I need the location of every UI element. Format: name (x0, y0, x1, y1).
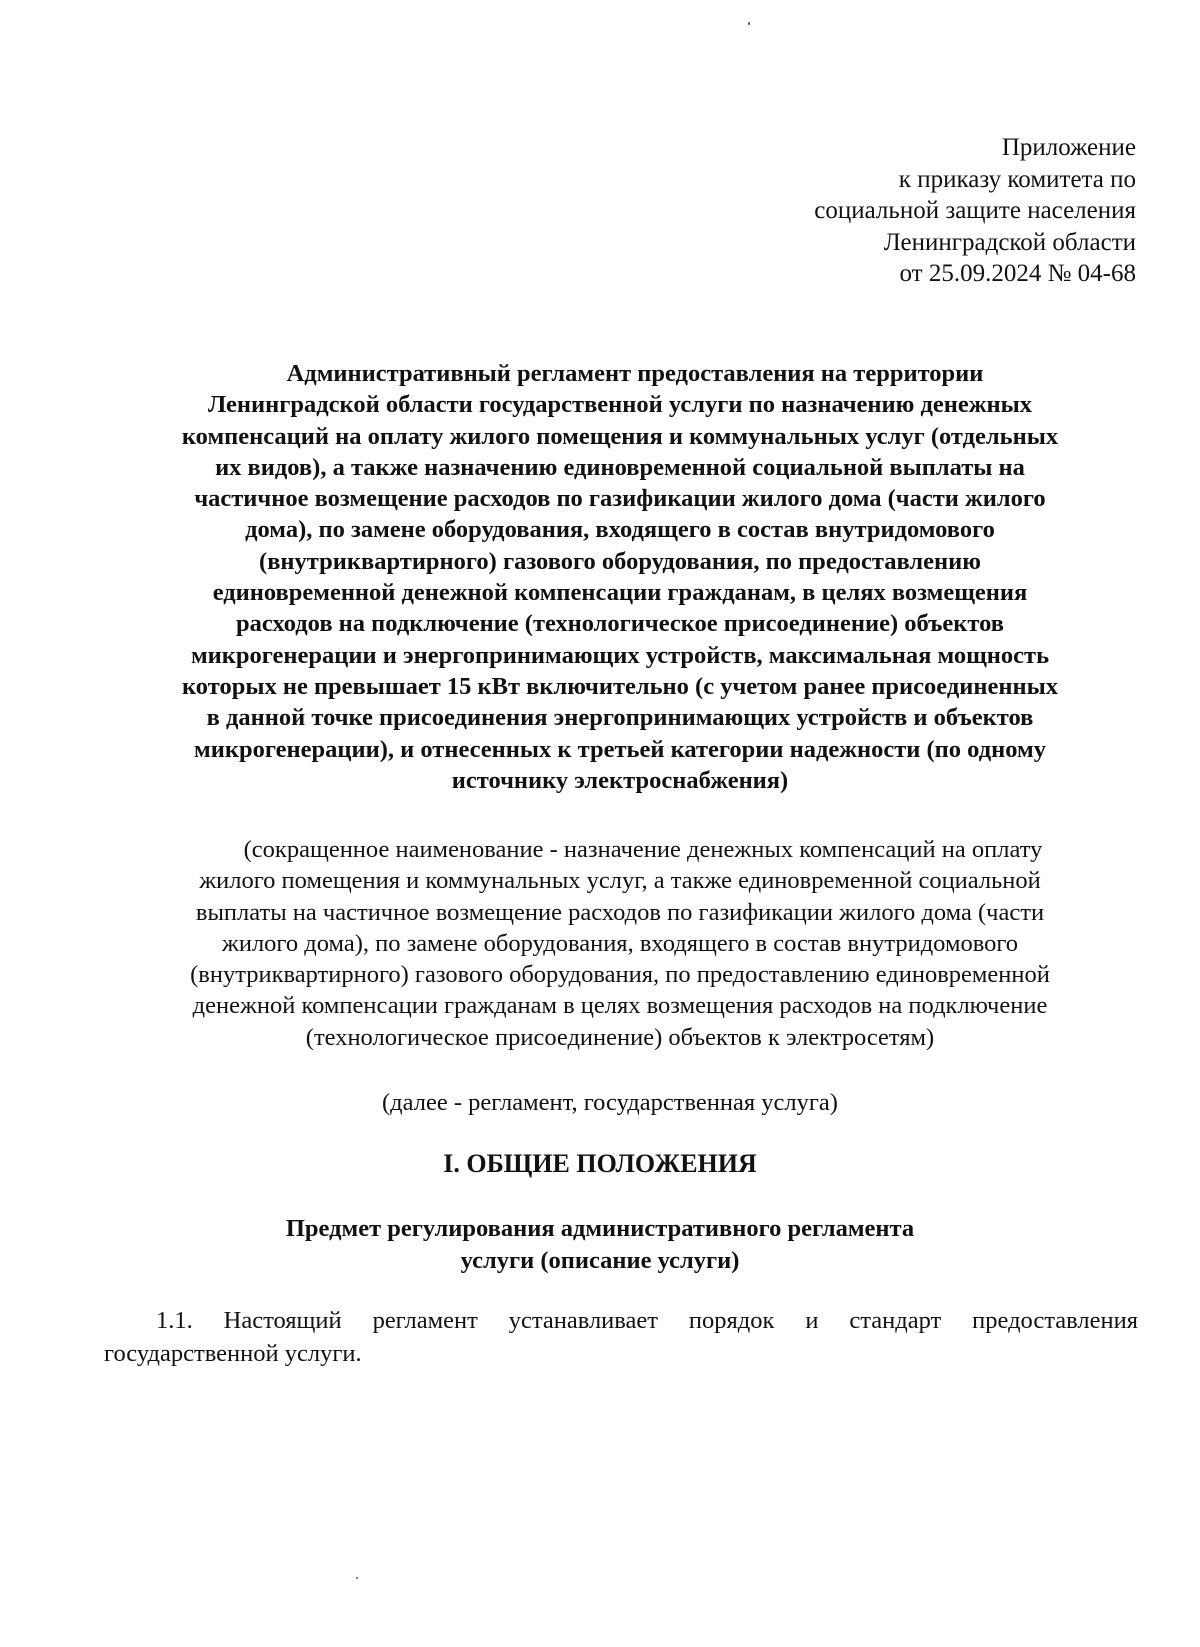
title-line: расходов на подключение (технологическое присоединение) объектов (236, 610, 1004, 638)
paragraph-word: и (805, 1307, 819, 1334)
title-line: компенсаций на оплату жилого помещения и коммунальных услуг (отдельных (181, 422, 1059, 450)
short-name-line: (технологическое присоединение) объектов к электросетям) (305, 1023, 935, 1051)
subsection-heading (0, 1213, 1200, 1277)
section-heading: I. ОБЩИЕ ПОЛОЖЕНИЯ (443, 1149, 757, 1178)
appendix-line: Ленинградской области (883, 228, 1136, 256)
paragraph-word: устанавливает (508, 1307, 658, 1334)
title-line: Ленинградской области государственной услуги по назначению денежных (207, 391, 1033, 419)
paragraph-word: регламент (372, 1307, 478, 1334)
paragraph-line: государственной услуги. (104, 1340, 362, 1367)
short-name-line: денежной компенсации гражданам в целях возмещения расходов на подключение (192, 992, 1048, 1020)
appendix-line: от 25.09.2024 № 04-68 (899, 260, 1136, 287)
short-name-line: жилого помещения и коммунальных услуг, а также единовременной социальной (199, 867, 1041, 895)
subsection-heading-line: Предмет регулирования административного регламента (285, 1215, 915, 1242)
document-title (104, 358, 1136, 796)
title-line: Административный регламент предоставления на территории (286, 360, 984, 387)
subsection-heading-line: услуги (описание услуги) (460, 1247, 740, 1274)
paragraph-word: порядок (688, 1307, 775, 1334)
appendix-line: к приказу комитета по (898, 165, 1136, 193)
appendix-line: социальной защите населения (814, 197, 1136, 224)
title-line: которых не превышает 15 кВт включительно (с учетом ранее присоединенных (182, 672, 1058, 700)
paragraph-word: стандарт (849, 1307, 942, 1334)
title-line: микрогенерации), и отнесенных к третьей категории надежности (по одному (194, 735, 1046, 763)
short-name-block (104, 834, 1136, 1053)
title-line: микрогенерации и энергопринимающих устройств, максимальная мощность (190, 641, 1050, 669)
title-line: частичное возмещение расходов по газификации жилого дома (части жилого (194, 485, 1046, 513)
short-name-line: (сокращенное наименование - назначение денежных компенсаций на оплату (243, 836, 1043, 863)
scan-speck (748, 22, 750, 25)
short-name-line: выплаты на частичное возмещение расходов по газификации жилого дома (части (195, 898, 1045, 926)
paragraph-word: Настоящий (223, 1307, 342, 1334)
title-line: дома), по замене оборудования, входящего в состав внутридомового (245, 516, 995, 544)
appendix-block (814, 132, 1136, 290)
paragraph-1-1 (104, 1304, 1138, 1370)
short-name-line: жилого дома), по замене оборудования, входящего в состав внутридомового (221, 929, 1019, 957)
title-line: единовременной денежной компенсации гражданам, в целях возмещения (212, 579, 1028, 607)
further-reference: (далее - регламент, государственная услуга) (382, 1089, 838, 1116)
scan-speck (356, 1577, 358, 1579)
appendix-line: Приложение (1001, 134, 1136, 161)
title-line: в данной точке присоединения энергопринимающих устройств и объектов (206, 704, 1034, 732)
paragraph-word: предоставления (972, 1307, 1138, 1334)
short-name-line: (внутриквартирного) газового оборудования, по предоставлению единовременной (190, 961, 1050, 989)
title-line: их видов), а также назначению единовременной социальной выплаты на (215, 453, 1025, 481)
paragraph-line (104, 1304, 1138, 1337)
title-line: источнику электроснабжения) (451, 766, 789, 794)
title-line: (внутриквартирного) газового оборудования, по предоставлению (259, 547, 981, 575)
paragraph-word: 1.1. (156, 1307, 193, 1334)
